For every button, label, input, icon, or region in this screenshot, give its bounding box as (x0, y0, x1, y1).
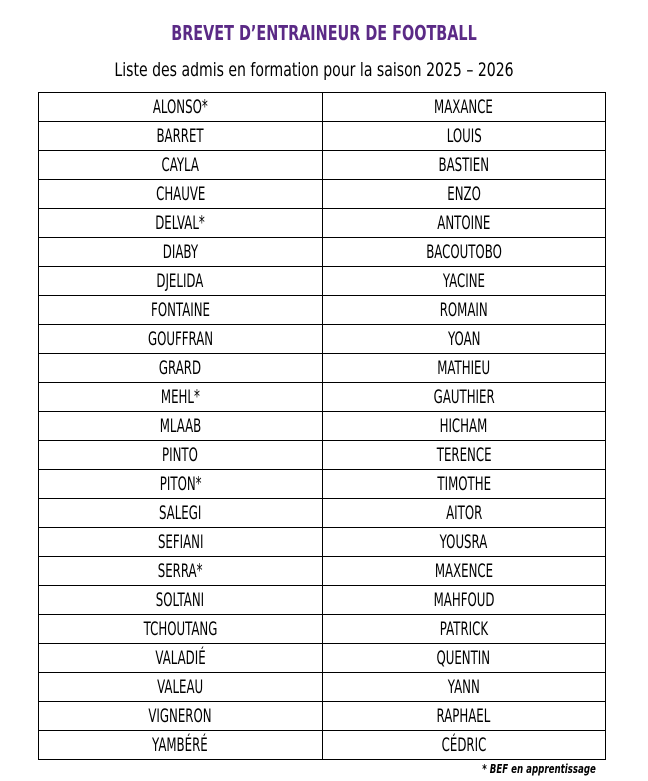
last-name-cell (39, 180, 323, 209)
first-name: LOUIS (446, 125, 482, 147)
admitted-list-table (38, 92, 606, 760)
last-name: DJELIDA (156, 270, 204, 292)
first-name-cell (322, 238, 606, 267)
first-name-cell (322, 673, 606, 702)
last-name: MLAAB (159, 415, 202, 437)
last-name: YAMBÉRÉ (152, 734, 209, 756)
first-name-cell (322, 122, 606, 151)
first-name: ENZO (446, 183, 481, 205)
first-name-cell (322, 180, 606, 209)
last-name: FONTAINE (150, 299, 210, 321)
last-name-cell (39, 499, 323, 528)
last-name: DELVAL* (155, 212, 206, 234)
first-name-cell (322, 731, 606, 760)
first-name: MAXANCE (434, 96, 494, 118)
last-name-cell (39, 557, 323, 586)
first-name-cell (322, 354, 606, 383)
last-name: TCHOUTANG (143, 618, 218, 640)
table-row (39, 209, 606, 238)
table-row (39, 383, 606, 412)
first-name: ANTOINE (437, 212, 491, 234)
last-name: SOLTANI (156, 589, 205, 611)
first-name-cell (322, 557, 606, 586)
first-name-cell (322, 644, 606, 673)
last-name: GOUFFRAN (147, 328, 213, 350)
first-name: RAPHAEL (436, 705, 491, 727)
last-name: MEHL* (160, 386, 200, 408)
first-name-cell (322, 209, 606, 238)
first-name: QUENTIN (436, 647, 491, 669)
first-name: YANN (447, 676, 480, 698)
last-name-cell (39, 644, 323, 673)
first-name-cell (322, 296, 606, 325)
first-name: AITOR (445, 502, 482, 524)
last-name: SALEGI (159, 502, 202, 524)
table-row (39, 325, 606, 354)
first-name-cell (322, 499, 606, 528)
table-row (39, 122, 606, 151)
document-subtitle: Liste des admis en formation pour la saison 2025 – 2026 (114, 59, 514, 81)
first-name: YACINE (442, 270, 485, 292)
table-row (39, 644, 606, 673)
last-name: PINTO (162, 444, 199, 466)
first-name: TIMOTHE (436, 473, 491, 495)
last-name-cell (39, 238, 323, 267)
first-name: HICHAM (439, 415, 488, 437)
table-row (39, 731, 606, 760)
last-name-cell (39, 296, 323, 325)
last-name-cell (39, 441, 323, 470)
last-name: DIABY (162, 241, 198, 263)
last-name-cell (39, 528, 323, 557)
last-name: GRARD (159, 357, 202, 379)
first-name: MATHIEU (437, 357, 491, 379)
table-row (39, 238, 606, 267)
table-row (39, 673, 606, 702)
document-title: BREVET D’ENTRAINEUR DE FOOTBALL (171, 21, 477, 45)
last-name: CHAUVE (155, 183, 205, 205)
table-row (39, 528, 606, 557)
table-row (39, 615, 606, 644)
first-name: GAUTHIER (433, 386, 495, 408)
last-name-cell (39, 383, 323, 412)
last-name-cell (39, 151, 323, 180)
last-name-cell (39, 325, 323, 354)
last-name-cell (39, 586, 323, 615)
table-row (39, 470, 606, 499)
first-name-cell (322, 412, 606, 441)
table-row (39, 557, 606, 586)
first-name: BASTIEN (438, 154, 490, 176)
table-row (39, 441, 606, 470)
last-name-cell (39, 731, 323, 760)
last-name: SERRA* (157, 560, 203, 582)
first-name-cell (322, 267, 606, 296)
first-name-cell (322, 470, 606, 499)
last-name: CAYLA (161, 154, 199, 176)
last-name: BARRET (156, 125, 204, 147)
table-row (39, 180, 606, 209)
last-name-cell (39, 412, 323, 441)
first-name: TERENCE (436, 444, 492, 466)
table-row (39, 702, 606, 731)
first-name: MAXENCE (434, 560, 493, 582)
last-name: PITON* (159, 473, 202, 495)
table-row (39, 354, 606, 383)
table-row (39, 151, 606, 180)
last-name-cell (39, 615, 323, 644)
last-name: VIGNERON (148, 705, 212, 727)
last-name: VALADIÉ (155, 647, 206, 669)
last-name-cell (39, 122, 323, 151)
first-name-cell (322, 586, 606, 615)
first-name-cell (322, 93, 606, 122)
first-name: CÉDRIC (441, 734, 487, 756)
first-name-cell (322, 702, 606, 731)
first-name-cell (322, 325, 606, 354)
first-name: MAHFOUD (433, 589, 495, 611)
table-row (39, 412, 606, 441)
first-name: ROMAIN (439, 299, 488, 321)
first-name-cell (322, 441, 606, 470)
last-name-cell (39, 673, 323, 702)
last-name-cell (39, 470, 323, 499)
table-row (39, 499, 606, 528)
last-name-cell (39, 93, 323, 122)
last-name-cell (39, 267, 323, 296)
footnote: * BEF en apprentissage (482, 762, 596, 776)
last-name-cell (39, 702, 323, 731)
first-name: BACOUTOBO (425, 241, 502, 263)
table-row (39, 267, 606, 296)
table-row (39, 296, 606, 325)
first-name-cell (322, 383, 606, 412)
first-name-cell (322, 615, 606, 644)
admitted-list-body (39, 93, 606, 760)
last-name: ALONSO* (152, 96, 208, 118)
first-name-cell (322, 528, 606, 557)
last-name-cell (39, 354, 323, 383)
last-name: VALEAU (157, 676, 204, 698)
last-name: SEFIANI (157, 531, 204, 553)
first-name: YOUSRA (439, 531, 488, 553)
last-name-cell (39, 209, 323, 238)
first-name: YOAN (447, 328, 480, 350)
first-name: PATRICK (439, 618, 488, 640)
first-name-cell (322, 151, 606, 180)
table-row (39, 93, 606, 122)
table-row (39, 586, 606, 615)
